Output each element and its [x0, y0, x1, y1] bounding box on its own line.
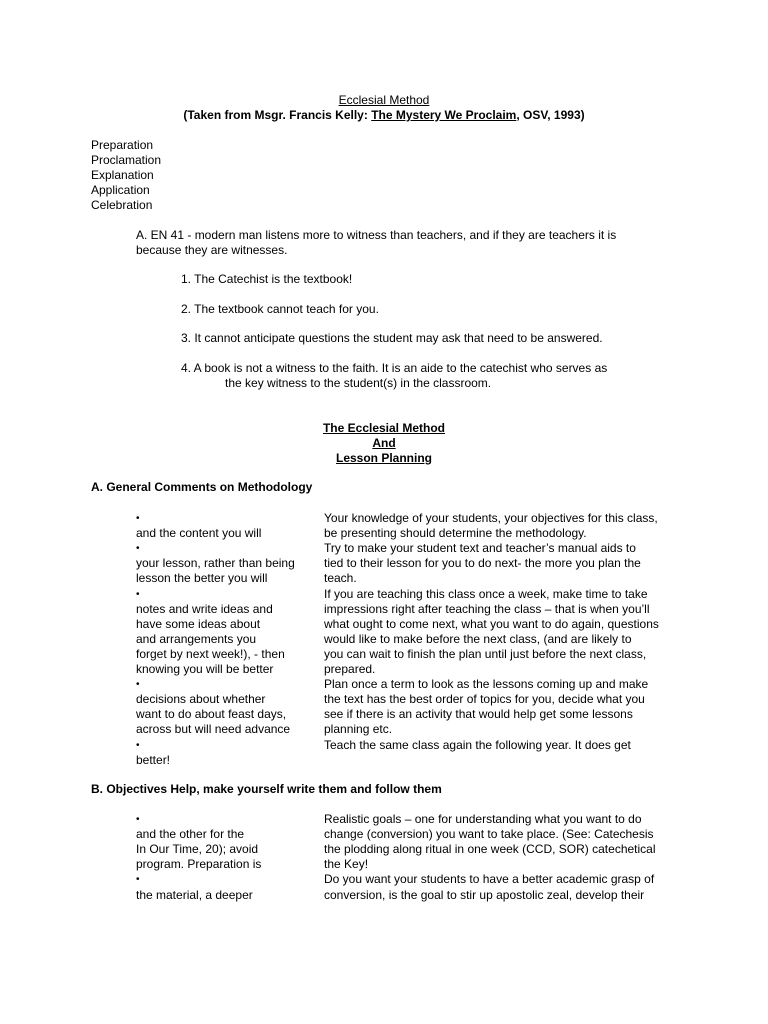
bullet-icon: •: [136, 513, 140, 524]
document-source: [0, 108, 768, 123]
section-a-left-line: better!: [136, 752, 171, 767]
point-a-line2: because they are witnesses.: [136, 243, 288, 257]
section-b-left-line: the material, a deeper: [136, 887, 253, 902]
section-a-left-line: have some ideas about: [136, 616, 261, 631]
point-a-line1: A. EN 41 - modern man listens more to witness than teachers, and if they are teachers it is: [136, 228, 617, 242]
section-b-heading: B. Objectives Help, make yourself write them and follow them: [91, 782, 442, 796]
section-a-left-line: want to do about feast days,: [136, 707, 287, 722]
source-suffix: , OSV, 1993): [516, 108, 585, 122]
section-a-left-line: lesson the better you will: [136, 571, 268, 586]
section-b-right-line: Do you want your students to have a better academic grasp of: [324, 872, 655, 887]
section-a-left-line: decisions about whether: [136, 692, 266, 707]
method-step: Proclamation: [91, 153, 162, 167]
section-a-right-line: Plan once a term to look as the lessons coming up and make: [324, 677, 649, 692]
section-a-right-line: Teach the same class again the following year. It does get: [324, 737, 631, 752]
section-a-right-line: be presenting should determine the methodology.: [324, 526, 587, 541]
section-b-left-line: and the other for the: [136, 827, 245, 842]
section-b-right-line: conversion, is the goal to stir up apostolic zeal, develop their: [324, 887, 645, 902]
section-a-right-line: Try to make your student text and teacher’s manual aids to: [324, 541, 636, 556]
section-a-right-line: you can wait to finish the plan until just before the next class,: [324, 646, 647, 661]
section-a-left-line: forget by next week!), - then: [136, 646, 285, 661]
source-prefix: (Taken from Msgr. Francis Kelly:: [183, 108, 372, 122]
section-a-right-line: the text has the best order of topics for you, decide what you: [324, 692, 645, 707]
section-a-left-line: and the content you will: [136, 526, 262, 541]
bullet-icon: •: [136, 543, 140, 555]
subtitle-line3: Lesson Planning: [335, 451, 432, 465]
numbered-item-4: 4. A book is not a witness to the faith. It is an aide to the catechist who serves as: [181, 361, 608, 375]
section-b-right-line: change (conversion) you want to take place. (See: Catechesis: [324, 827, 654, 842]
subtitle-line2: And: [372, 436, 396, 450]
section-a-right-line: tied to their lesson for you to do next- the more you plan the: [324, 556, 641, 571]
section-a-left-line: notes and write ideas and: [136, 601, 273, 616]
numbered-item-1: 1. The Catechist is the textbook!: [181, 272, 353, 286]
section-b-right-line: the plodding along ritual in one week (CCD, SOR) catechetical: [324, 842, 656, 857]
bullet-icon: •: [136, 814, 140, 825]
bullet-icon: •: [136, 679, 140, 691]
method-step: Explanation: [91, 168, 154, 182]
section-b-right-line: Realistic goals – one for understanding what you want to do: [324, 812, 642, 826]
section-a-right-line: planning etc.: [324, 722, 393, 737]
section-a-right-line: prepared.: [324, 662, 376, 676]
method-step: Application: [91, 183, 150, 197]
section-a-left-line: and arrangements you: [136, 631, 257, 646]
section-a-right-line: see if there is an activity that would help get some lessons: [324, 707, 633, 722]
method-step: Celebration: [91, 198, 153, 212]
method-step: Preparation: [91, 138, 154, 152]
bullet-icon: •: [136, 739, 140, 751]
bullet-icon: •: [136, 874, 140, 886]
subtitle-line1: The Ecclesial Method: [322, 421, 446, 435]
numbered-item-2: 2. The textbook cannot teach for you.: [181, 302, 379, 316]
section-a-left-line: knowing you will be better: [136, 662, 274, 676]
numbered-item-3: 3. It cannot anticipate questions the student may ask that need to be answered.: [181, 331, 603, 345]
section-a-right-line: what ought to come next, what you want to do again, questions: [324, 616, 659, 631]
section-a-left-line: your lesson, rather than being: [136, 556, 295, 571]
document-title: Ecclesial Method: [338, 93, 430, 107]
section-b-right-line: the Key!: [324, 857, 369, 872]
section-b-left-line: program. Preparation is: [136, 857, 262, 872]
section-b-left-line: In Our Time, 20); avoid: [136, 842, 259, 857]
numbered-item-4-cont: the key witness to the student(s) in the classroom.: [225, 376, 492, 390]
source-book-title: The Mystery We Proclaim: [371, 108, 517, 122]
section-a-right-line: would like to make before the next class, (and are likely to: [324, 631, 632, 646]
section-a-right-line: Your knowledge of your students, your objectives for this class,: [324, 511, 658, 525]
section-a-right-line: If you are teaching this class once a week, make time to take: [324, 586, 648, 601]
section-a-right-line: impressions right after teaching the class – that is when you’ll: [324, 601, 650, 616]
section-a-heading: A. General Comments on Methodology: [91, 480, 313, 494]
section-a-right-line: teach.: [324, 571, 357, 586]
bullet-icon: •: [136, 588, 140, 600]
section-a-left-line: across but will need advance: [136, 722, 291, 737]
